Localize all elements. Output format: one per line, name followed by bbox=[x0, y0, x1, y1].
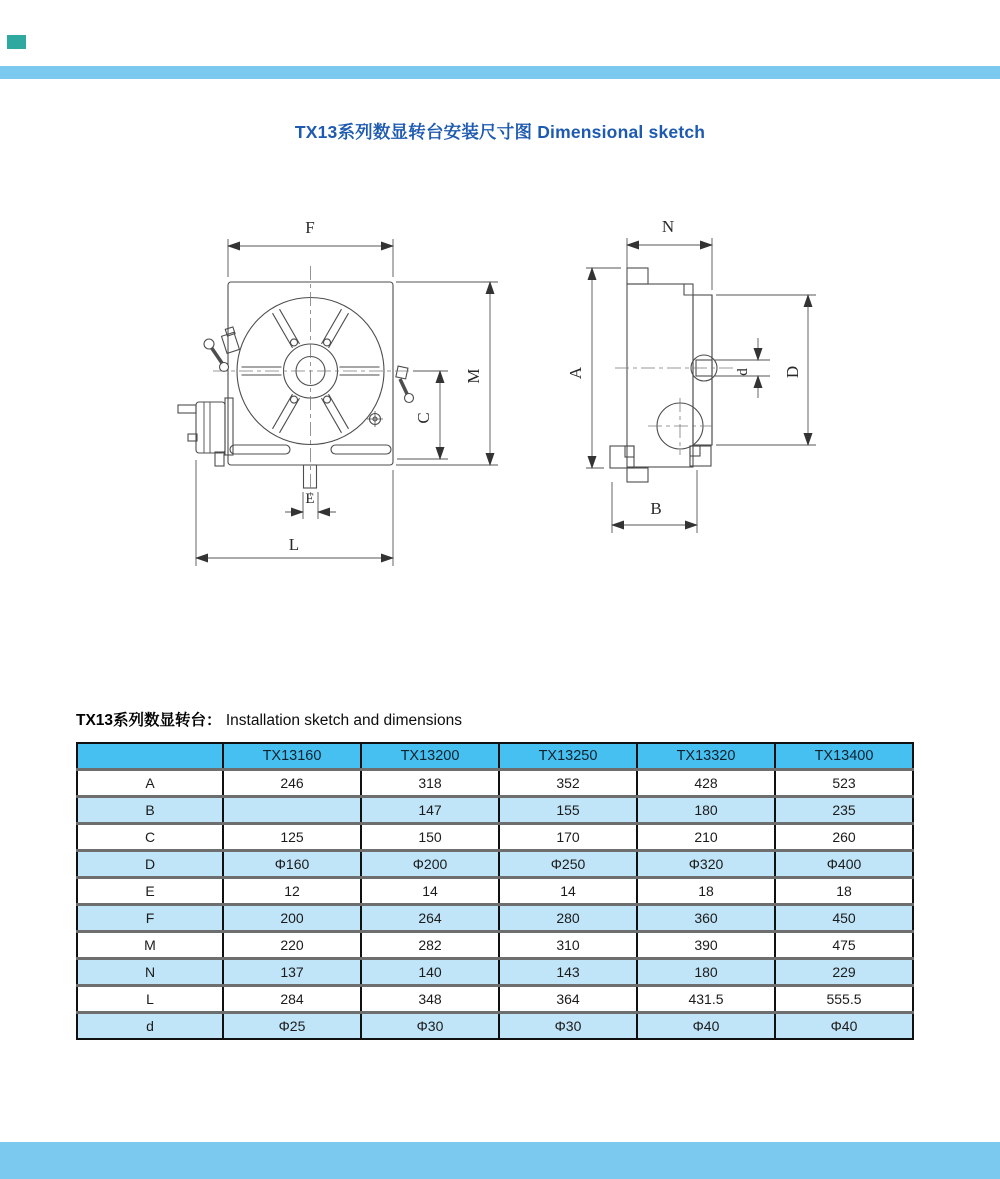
dimension-value-cell: 220 bbox=[223, 931, 361, 958]
side-view bbox=[610, 268, 735, 482]
column-header: TX13400 bbox=[775, 743, 913, 769]
dimension-value-cell bbox=[223, 796, 361, 823]
row-label: M bbox=[77, 931, 223, 958]
dimension-value-cell: 348 bbox=[361, 985, 499, 1012]
dimension-value-cell: 475 bbox=[775, 931, 913, 958]
dimension-value-cell: Φ30 bbox=[361, 1012, 499, 1039]
dim-label-d-cap: D bbox=[783, 365, 802, 379]
table-row bbox=[77, 1012, 913, 1039]
dimension-value-cell: 428 bbox=[637, 769, 775, 796]
dimension-value-cell: 18 bbox=[637, 877, 775, 904]
dimension-value-cell: 235 bbox=[775, 796, 913, 823]
front-view bbox=[178, 266, 430, 500]
row-label: C bbox=[77, 823, 223, 850]
table-row bbox=[77, 823, 913, 850]
handwheel-assembly bbox=[178, 398, 233, 466]
front-view-dimensions bbox=[196, 239, 498, 566]
dimension-value-cell: 180 bbox=[637, 958, 775, 985]
dimension-value-cell: Φ250 bbox=[499, 850, 637, 877]
dimension-value-cell: 246 bbox=[223, 769, 361, 796]
dim-label-f: F bbox=[305, 218, 315, 237]
dimension-value-cell: 155 bbox=[499, 796, 637, 823]
dimension-value-cell: 280 bbox=[499, 904, 637, 931]
column-header: TX13200 bbox=[361, 743, 499, 769]
dimension-value-cell: Φ30 bbox=[499, 1012, 637, 1039]
dimensions-table-wrap bbox=[76, 742, 912, 1040]
table-row bbox=[77, 904, 913, 931]
dimension-value-cell: 14 bbox=[361, 877, 499, 904]
dimension-value-cell: 180 bbox=[637, 796, 775, 823]
table-row bbox=[77, 877, 913, 904]
page-title: TX13系列数显转台安装尺寸图 Dimensional sketch bbox=[294, 122, 706, 142]
clamp-lever-right bbox=[396, 366, 414, 402]
dimension-value-cell: 14 bbox=[499, 877, 637, 904]
dim-label-n: N bbox=[661, 217, 675, 236]
dim-label-l: L bbox=[288, 535, 300, 554]
dim-label-b: B bbox=[650, 499, 662, 518]
dim-label-e: E bbox=[305, 491, 315, 507]
table-header-row bbox=[77, 743, 913, 769]
dimension-value-cell: 125 bbox=[223, 823, 361, 850]
corner-header bbox=[77, 743, 223, 769]
row-label: E bbox=[77, 877, 223, 904]
table-caption-en: Installation sketch and dimensions bbox=[225, 712, 462, 729]
column-header: TX13250 bbox=[499, 743, 637, 769]
dim-label-m: M bbox=[464, 368, 483, 384]
dimension-value-cell: 200 bbox=[223, 904, 361, 931]
dimension-value-cell: 450 bbox=[775, 904, 913, 931]
row-label: d bbox=[77, 1012, 223, 1039]
dimension-value-cell: 310 bbox=[499, 931, 637, 958]
column-header: TX13160 bbox=[223, 743, 361, 769]
table-row bbox=[77, 796, 913, 823]
dimension-value-cell: 143 bbox=[499, 958, 637, 985]
dimension-value-cell: 12 bbox=[223, 877, 361, 904]
corner-accent-mark bbox=[7, 35, 26, 49]
dimension-value-cell: 364 bbox=[499, 985, 637, 1012]
dimension-value-cell: Φ40 bbox=[775, 1012, 913, 1039]
table-caption bbox=[76, 708, 462, 730]
table-row bbox=[77, 769, 913, 796]
dimension-value-cell: 170 bbox=[499, 823, 637, 850]
dimension-value-cell: 555.5 bbox=[775, 985, 913, 1012]
dimension-value-cell: Φ400 bbox=[775, 850, 913, 877]
dimensions-table bbox=[76, 742, 914, 1040]
dimension-value-cell: 352 bbox=[499, 769, 637, 796]
dimension-value-cell: 284 bbox=[223, 985, 361, 1012]
dimension-value-cell: Φ320 bbox=[637, 850, 775, 877]
clamp-lever-left bbox=[204, 327, 239, 372]
table-row bbox=[77, 931, 913, 958]
row-label: D bbox=[77, 850, 223, 877]
bottom-accent-bar bbox=[0, 1142, 1000, 1179]
dimension-value-cell: 147 bbox=[361, 796, 499, 823]
dimension-value-cell: Φ40 bbox=[637, 1012, 775, 1039]
dimension-value-cell: 210 bbox=[637, 823, 775, 850]
dim-label-c: C bbox=[414, 412, 433, 424]
table-row bbox=[77, 958, 913, 985]
row-label: A bbox=[77, 769, 223, 796]
dimension-value-cell: 137 bbox=[223, 958, 361, 985]
row-label: B bbox=[77, 796, 223, 823]
dimension-value-cell: 260 bbox=[775, 823, 913, 850]
dimension-value-cell: 150 bbox=[361, 823, 499, 850]
dimension-value-cell: 390 bbox=[637, 931, 775, 958]
table-row bbox=[77, 850, 913, 877]
dim-label-a: A bbox=[566, 366, 585, 380]
dimension-value-cell: 18 bbox=[775, 877, 913, 904]
dimension-value-cell: Φ200 bbox=[361, 850, 499, 877]
dimension-value-cell: 140 bbox=[361, 958, 499, 985]
table-row bbox=[77, 985, 913, 1012]
row-label: L bbox=[77, 985, 223, 1012]
top-accent-bar bbox=[0, 66, 1000, 79]
dimension-value-cell: 282 bbox=[361, 931, 499, 958]
dimension-value-cell: 318 bbox=[361, 769, 499, 796]
row-label: N bbox=[77, 958, 223, 985]
side-view-dimensions bbox=[586, 238, 816, 533]
dimension-value-cell: 229 bbox=[775, 958, 913, 985]
dimension-value-cell: 264 bbox=[361, 904, 499, 931]
dimensional-sketch bbox=[0, 190, 1000, 590]
dimension-value-cell: 523 bbox=[775, 769, 913, 796]
dimension-value-cell: 360 bbox=[637, 904, 775, 931]
dim-label-d: d bbox=[735, 368, 751, 376]
dimension-value-cell: 431.5 bbox=[637, 985, 775, 1012]
row-label: F bbox=[77, 904, 223, 931]
table-caption-zh: TX13系列数显转台： bbox=[76, 712, 222, 729]
dimension-value-cell: Φ25 bbox=[223, 1012, 361, 1039]
column-header: TX13320 bbox=[637, 743, 775, 769]
dimension-value-cell: Φ160 bbox=[223, 850, 361, 877]
table-body bbox=[77, 769, 913, 1039]
